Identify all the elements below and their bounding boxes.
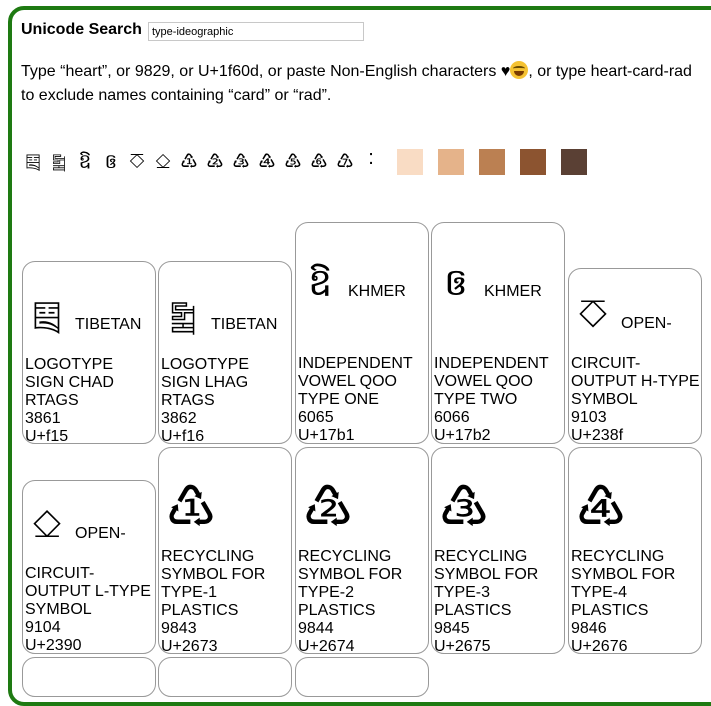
char-card[interactable]	[295, 222, 429, 444]
strip-glyph[interactable]: ˸	[368, 151, 374, 173]
char-card[interactable]	[568, 268, 702, 444]
char-card[interactable]	[431, 222, 565, 444]
card-glyph: ឲ	[443, 262, 469, 304]
strip-glyph[interactable]: ♶	[258, 151, 276, 173]
strip-glyph[interactable]: ༖	[51, 151, 67, 173]
card-head	[434, 448, 564, 540]
card-decimal: 6065	[298, 409, 334, 426]
char-card[interactable]	[568, 447, 702, 654]
strip-glyph[interactable]: ♵	[232, 151, 250, 173]
char-card[interactable]	[22, 480, 156, 654]
search-input[interactable]	[148, 22, 364, 41]
card-name: RECYCLING SYMBOL FOR TYPE-1 PLASTICS	[161, 548, 266, 619]
card-head	[298, 448, 428, 540]
card-name: LOGOTYPE SIGN LHAG RTAGS	[161, 356, 250, 409]
card-codepoint: U+f16	[161, 428, 205, 445]
card-codepoint: U+2676	[571, 638, 628, 655]
card-codepoint: U+2674	[298, 638, 355, 655]
card-codepoint: U+2675	[434, 638, 491, 655]
char-card-partial[interactable]	[295, 657, 429, 697]
card-glyph: ♵	[438, 475, 490, 540]
card-block: OPEN-	[621, 315, 672, 332]
card-glyph: ឱ	[307, 262, 333, 304]
card-glyph: ༖	[169, 295, 197, 337]
char-card[interactable]	[431, 447, 565, 654]
char-card-partial[interactable]	[22, 657, 156, 697]
skin-tone-swatch[interactable]	[520, 149, 546, 175]
skin-tone-swatch[interactable]	[397, 149, 423, 175]
glyph-strip	[22, 146, 587, 178]
card-glyph: ♳	[165, 475, 217, 540]
card-block: OPEN-	[75, 525, 126, 542]
skin-tone-swatch[interactable]	[479, 149, 505, 175]
strip-glyph[interactable]: ឲ	[104, 151, 118, 173]
char-card-partial[interactable]	[158, 657, 292, 697]
card-name: CIRCUIT-OUTPUT H-TYPE SYMBOL	[571, 355, 700, 408]
card-decimal: 9104	[25, 619, 61, 636]
strip-glyph[interactable]: ⎐	[155, 151, 171, 173]
card-codepoint: U+238f	[571, 427, 624, 444]
laughing-emoji-icon	[510, 61, 528, 79]
card-decimal: 3862	[161, 410, 197, 427]
card-decimal: 9846	[571, 620, 607, 637]
card-codepoint: U+17b2	[434, 427, 491, 444]
card-name: INDEPENDENT VOWEL QOO TYPE TWO	[434, 355, 549, 408]
char-card[interactable]	[158, 261, 292, 444]
skin-tone-swatch[interactable]	[561, 149, 587, 175]
card-decimal: 9845	[434, 620, 470, 637]
card-decimal: 3861	[25, 410, 61, 427]
card-codepoint: U+f15	[25, 428, 69, 445]
char-card[interactable]	[22, 261, 156, 444]
card-glyph: ♴	[302, 475, 354, 540]
card-head	[298, 223, 428, 305]
card-decimal: 9843	[161, 620, 197, 637]
card-head	[161, 448, 291, 540]
help-text-part-2: , or type heart-card-rad to exclude names containing “card” or “rad”.	[21, 63, 692, 104]
card-codepoint: U+17b1	[298, 427, 355, 444]
card-block: KHMER	[348, 283, 406, 300]
char-card[interactable]	[295, 447, 429, 654]
strip-glyph[interactable]: ♴	[206, 151, 224, 173]
card-decimal: 6066	[434, 409, 470, 426]
skin-tone-swatch[interactable]	[438, 149, 464, 175]
strip-glyph[interactable]: ♸	[310, 151, 328, 173]
card-glyph: ⎐	[32, 504, 62, 546]
card-decimal: 9844	[298, 620, 334, 637]
help-text	[21, 60, 701, 108]
card-head	[25, 262, 155, 338]
card-head	[25, 481, 155, 547]
card-codepoint: U+2673	[161, 638, 218, 655]
help-text-part-1: Type “heart”, or 9829, or U+1f60d, or paste Non-English characters ♥	[21, 63, 511, 80]
card-block: TIBETAN	[211, 316, 278, 333]
card-name: LOGOTYPE SIGN CHAD RTAGS	[25, 356, 114, 409]
strip-glyph[interactable]: ឱ	[78, 151, 92, 173]
strip-glyph[interactable]: ⎏	[129, 151, 145, 173]
card-block: KHMER	[484, 283, 542, 300]
card-head	[571, 448, 701, 540]
card-head	[161, 262, 291, 338]
app-title: Unicode Search	[21, 21, 142, 38]
strip-glyph[interactable]: ♳	[180, 151, 198, 173]
card-name: RECYCLING SYMBOL FOR TYPE-2 PLASTICS	[298, 548, 403, 619]
card-name: RECYCLING SYMBOL FOR TYPE-3 PLASTICS	[434, 548, 539, 619]
strip-glyph[interactable]: ༕	[25, 151, 41, 173]
card-codepoint: U+2390	[25, 637, 82, 654]
strip-glyph[interactable]: ♷	[284, 151, 302, 173]
card-name: CIRCUIT-OUTPUT L-TYPE SYMBOL	[25, 565, 151, 618]
card-head	[434, 223, 564, 305]
card-name: INDEPENDENT VOWEL QOO TYPE ONE	[298, 355, 413, 408]
card-decimal: 9103	[571, 409, 607, 426]
card-glyph: ⎏	[578, 294, 608, 336]
card-head	[571, 269, 701, 337]
card-glyph: ♶	[575, 475, 627, 540]
card-glyph: ༕	[32, 295, 62, 337]
card-block: TIBETAN	[75, 316, 142, 333]
strip-glyph[interactable]: ♹	[336, 151, 354, 173]
card-name: RECYCLING SYMBOL FOR TYPE-4 PLASTICS	[571, 548, 676, 619]
char-card[interactable]	[158, 447, 292, 654]
